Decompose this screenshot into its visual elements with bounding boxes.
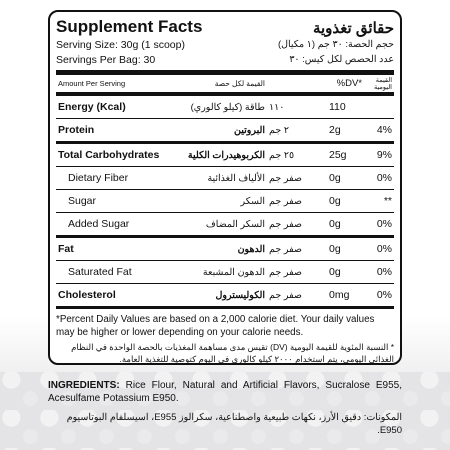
ingredients-text-ar: المكونات: دقيق الأرز، نكهات طبيعية واصطناعية، سكرالوز E955، اسيسلفام البوتاسيوم E950. — [66, 412, 402, 436]
nutrient-name-ar: الدهون — [237, 243, 265, 255]
servings-per-bag-en: Servings Per Bag: 30 — [56, 53, 156, 66]
title-ar: حقائق تغذوية — [312, 20, 394, 37]
serving-size-ar: حجم الحصة: ٣٠ جم (١ مكيال) — [277, 39, 394, 50]
panel-header — [56, 15, 394, 37]
nutrient-dv: 0% — [376, 243, 392, 255]
nutrient-name-en: Saturated Fat — [68, 266, 132, 278]
nutrient-amount-en: 0mg — [329, 289, 350, 301]
nutrient-dv: 0% — [376, 218, 392, 230]
nutrient-table — [56, 96, 394, 309]
footnote — [56, 309, 394, 365]
nutrient-name-en: Energy (Kcal) — [58, 101, 126, 113]
amount-per-serving-ar: القيمة لكل حصة — [214, 79, 265, 88]
dv-header-ar: القيمة اليومية — [373, 76, 392, 91]
nutrient-row-fat — [56, 236, 394, 261]
nutrient-row-saturated-fat — [56, 261, 394, 284]
nutrient-amount-ar: صفر جم — [269, 218, 302, 230]
amount-per-serving-en: Amount Per Serving — [58, 79, 126, 88]
ingredients-text-en: Rice Flour, Natural and Artificial Flavors, Sucralose E955, Acesulfame Potassium E950. — [48, 380, 403, 404]
nutrient-name-ar: السكر المضاف — [205, 218, 265, 230]
nutrient-amount-en: 0g — [329, 172, 341, 184]
nutrient-dv: 0% — [376, 172, 392, 184]
nutrient-amount-ar: ٢ جم — [269, 124, 289, 136]
nutrient-amount-ar: صفر جم — [269, 172, 302, 184]
ingredients-en — [48, 379, 402, 405]
nutrient-amount-en: 0g — [329, 195, 341, 207]
nutrient-name-ar: طاقة (كيلو كالوري) — [190, 101, 265, 113]
nutrient-amount-ar: صفر جم — [269, 243, 302, 255]
serving-size-en: Serving Size: 30g (1 scoop) — [56, 38, 185, 51]
nutrient-amount-ar: ١١٠ — [269, 101, 285, 113]
nutrient-amount-en: 0g — [329, 266, 341, 278]
nutrient-name-en: Added Sugar — [68, 218, 130, 230]
nutrient-row-total-carbohydrates — [56, 144, 394, 167]
nutrient-name-en: Cholesterol — [58, 289, 116, 301]
dv-header-en: %DV* — [336, 78, 362, 89]
column-header-row — [56, 75, 394, 93]
nutrient-dv: ** — [383, 195, 392, 207]
nutrient-name-en: Dietary Fiber — [68, 172, 129, 184]
nutrient-dv: 9% — [376, 149, 392, 161]
nutrient-row-energy — [56, 96, 394, 119]
nutrient-amount-en: 110 — [329, 101, 346, 113]
nutrient-amount-en: 0g — [329, 218, 341, 230]
nutrient-name-ar: السكر — [240, 195, 265, 207]
footnote-en: *Percent Daily Values are based on a 2,000 calorie diet. Your daily values may be higher or lower depending on your calorie needs. — [56, 314, 375, 338]
nutrient-amount-ar: صفر جم — [269, 266, 302, 278]
nutrient-dv: 4% — [376, 124, 392, 136]
nutrient-name-en: Protein — [58, 124, 95, 136]
nutrient-name-en: Sugar — [68, 195, 97, 207]
servings-per-bag-ar: عدد الحصص لكل كيس: ٣٠ — [289, 54, 394, 65]
serving-size-line — [56, 37, 394, 52]
nutrient-name-ar: البروتين — [234, 124, 265, 136]
nutrient-dv: 0% — [376, 266, 392, 278]
nutrient-amount-en: 2g — [329, 124, 341, 136]
footnote-ar: * النسبة المئوية للقيمة اليومية (DV) تقيس مدى مساهمة المغذيات بالحصة الواحدة في النظام الغذائي اليومي، يتم استخدام ٢٠٠٠ كيلو كالوري في اليوم كتوصية للتغذية العامة. — [71, 342, 394, 364]
nutrient-amount-ar: صفر جم — [269, 195, 302, 207]
nutrient-dv: 0% — [376, 289, 392, 301]
nutrient-row-dietary-fiber — [56, 167, 394, 190]
nutrient-name-ar: الألياف الغذائية — [207, 172, 265, 184]
nutrient-name-en: Total Carbohydrates — [58, 149, 160, 161]
supplement-facts-panel — [48, 10, 402, 365]
nutrient-name-ar: الكوليسترول — [215, 289, 265, 301]
title-en: Supplement Facts — [56, 17, 203, 36]
nutrient-name-ar: الكربوهيدرات الكلية — [187, 149, 265, 161]
nutrient-name-ar: الدهون المشبعة — [202, 266, 265, 278]
nutrient-amount-ar: صفر جم — [269, 289, 302, 301]
nutrient-row-sugar — [56, 190, 394, 213]
nutrient-amount-ar: ٢٥ جم — [269, 149, 295, 161]
nutrient-amount-en: 0g — [329, 243, 341, 255]
servings-per-bag-line — [56, 52, 394, 67]
ingredients-label: INGREDIENTS: — [48, 380, 120, 391]
nutrient-name-en: Fat — [58, 243, 74, 255]
nutrient-row-added-sugar — [56, 213, 394, 236]
nutrient-row-protein — [56, 119, 394, 144]
nutrient-row-cholesterol — [56, 284, 394, 309]
ingredients-section — [48, 379, 402, 437]
nutrient-amount-en: 25g — [329, 149, 347, 161]
